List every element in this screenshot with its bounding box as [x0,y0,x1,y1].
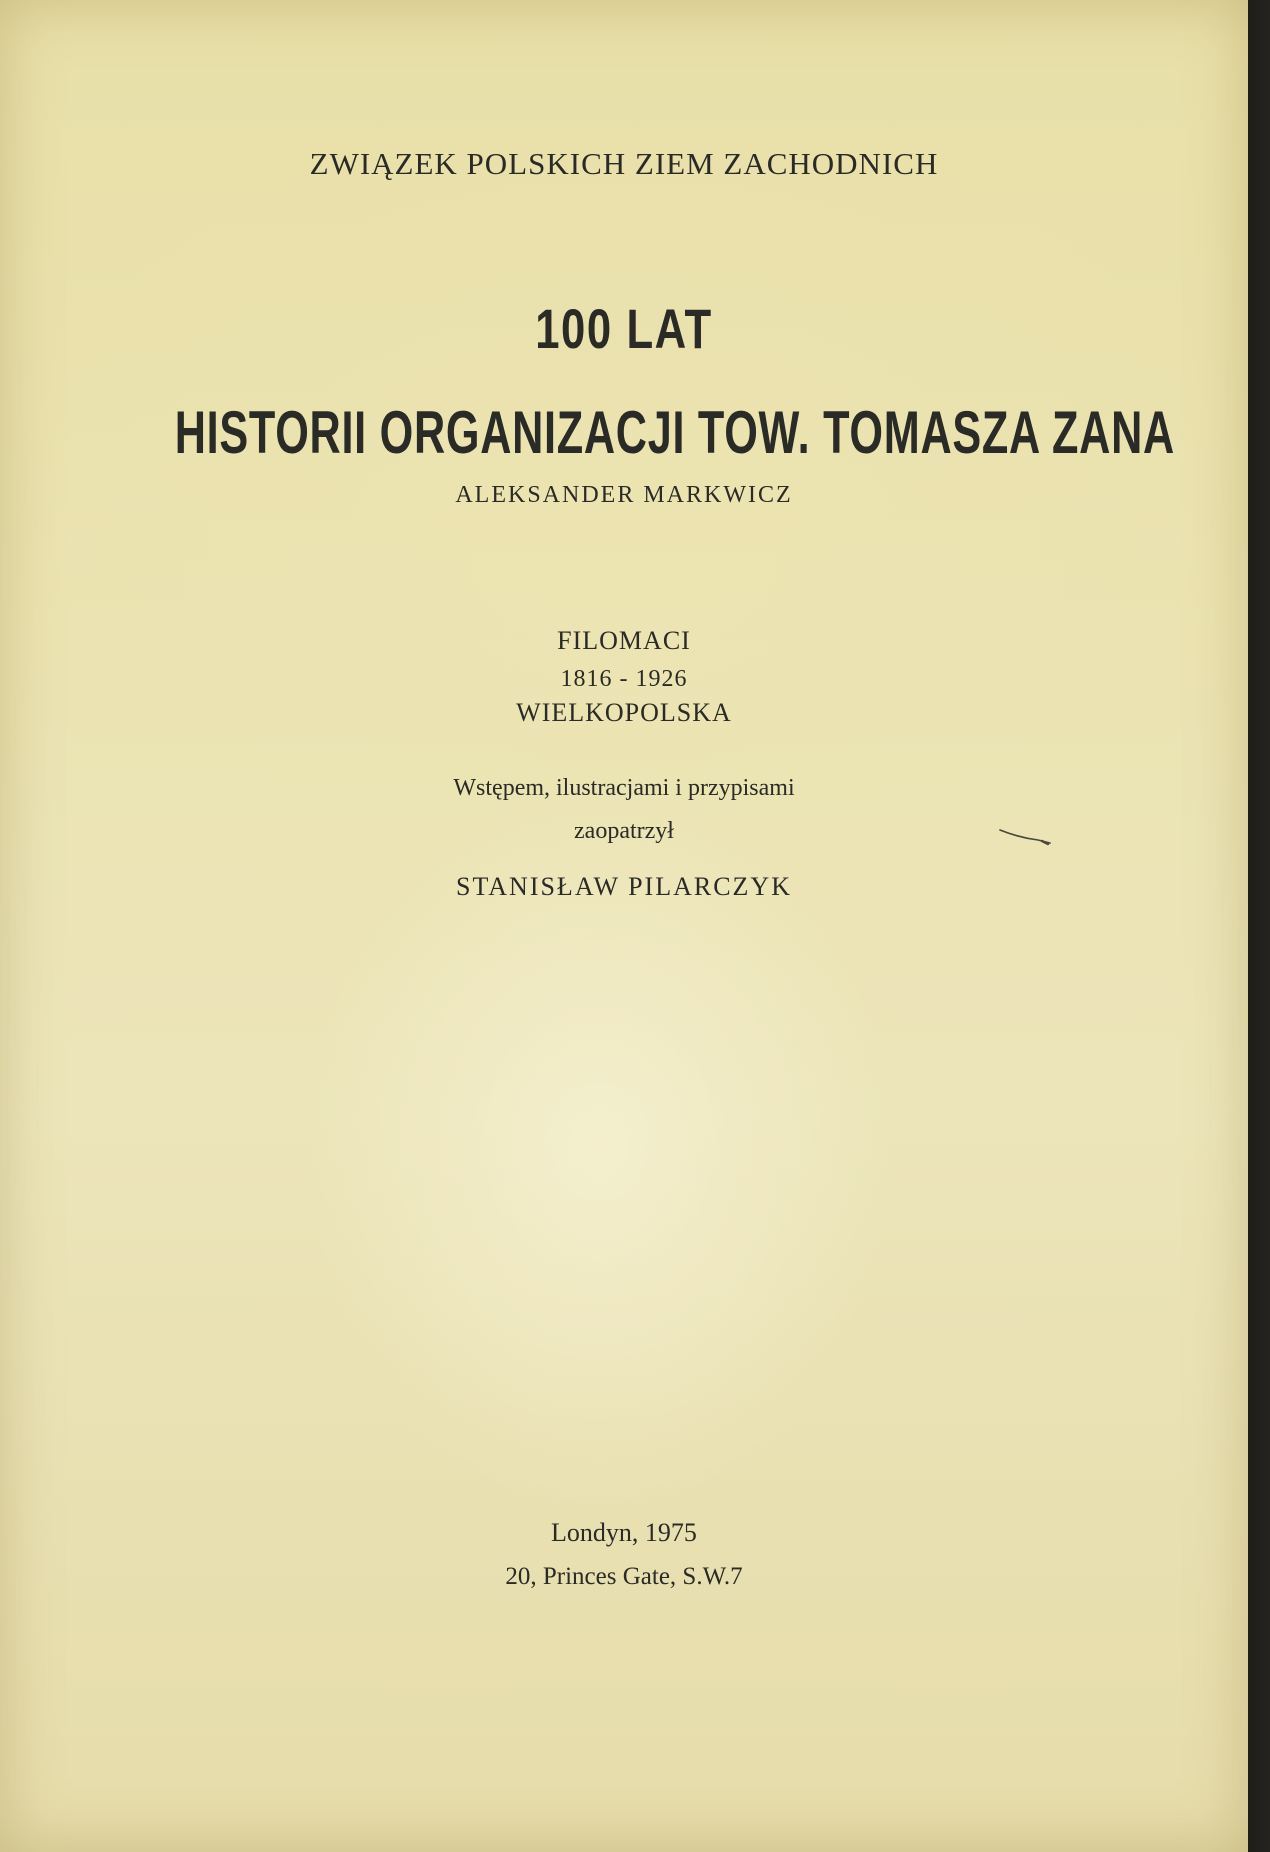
title-line-1: 100 LAT [535,297,713,360]
organization-name: ZWIĄZEK POLSKICH ZIEM ZACHODNICH [309,146,939,181]
intro-line-1: Wstępem, ilustracjami i przypisami [453,775,795,801]
subtitle-years: 1816 - 1926 [560,666,688,692]
editor-name: STANISŁAW PILARCZYK [456,872,792,901]
intro-line-2: zaopatrzył [574,818,674,844]
page-edge-shadow [1248,0,1270,1852]
title-line-2: HISTORII ORGANIZACJI TOW. TOMASZA ZANA [174,399,1175,466]
publication-place-year: Londyn, 1975 [551,1518,697,1547]
subtitle-region: WIELKOPOLSKA [516,698,732,727]
subtitle-filomaci: FILOMACI [557,626,691,655]
pencil-mark [998,826,1054,846]
author-name: ALEKSANDER MARKWICZ [455,482,793,508]
publisher-address: 20, Princes Gate, S.W.7 [505,1563,743,1590]
